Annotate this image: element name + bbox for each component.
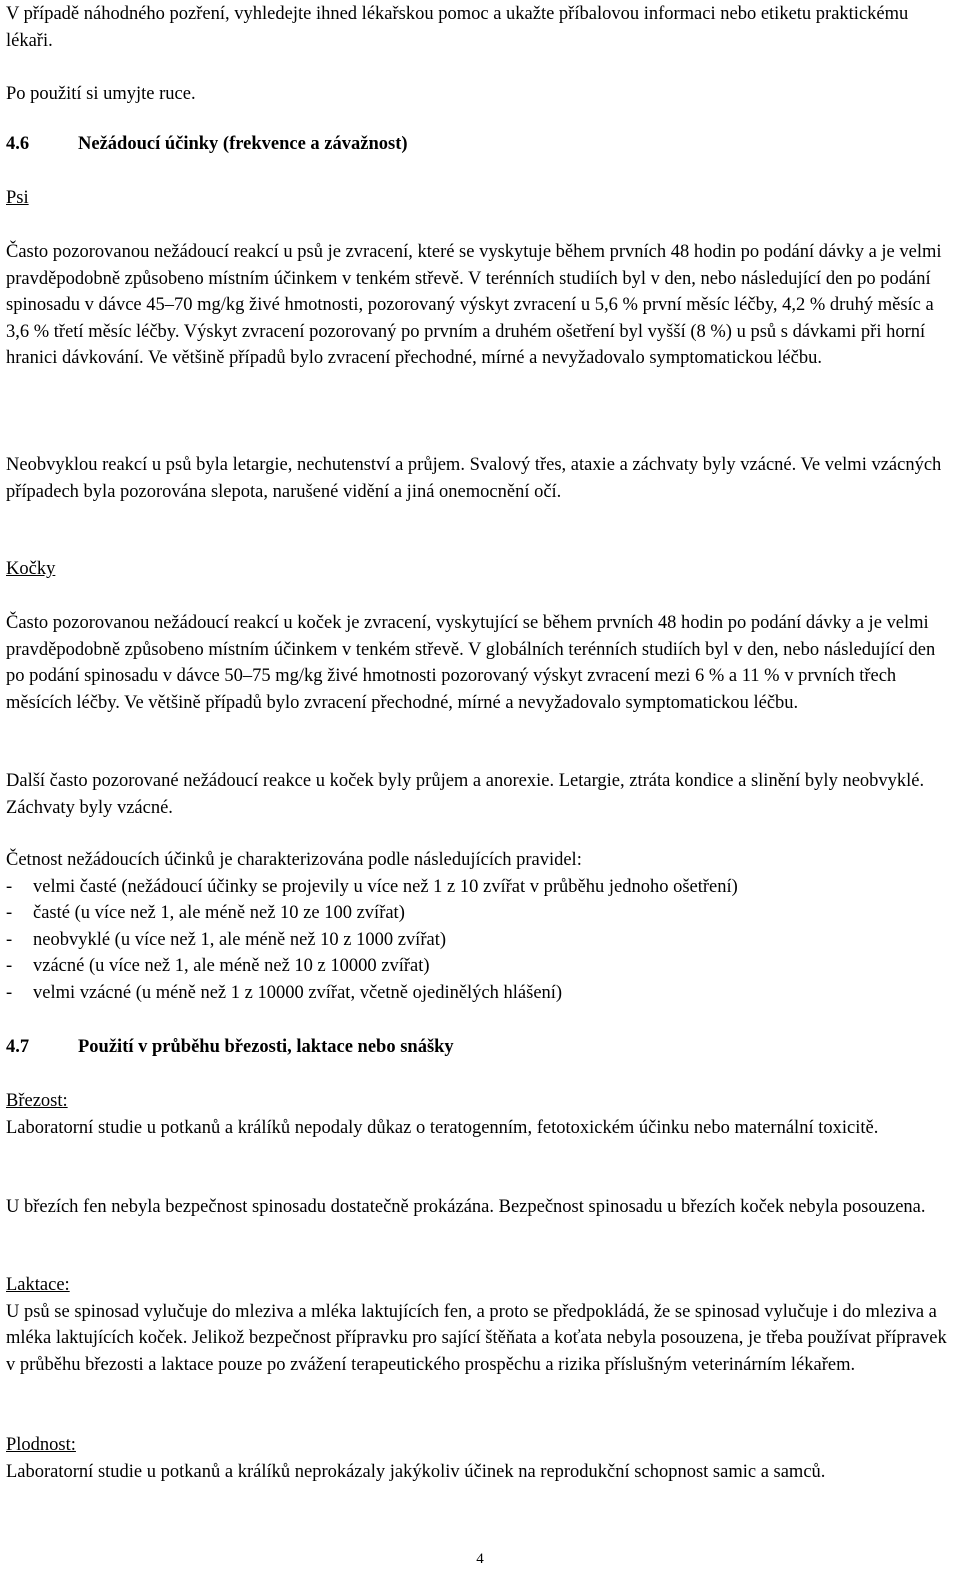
wash-hands-note: Po použití si umyjte ruce.: [6, 84, 196, 104]
pregnancy-paragraph-1: Laboratorní studie u potkanů a králíků nepodaly důkaz o teratogenním, fetotoxickém účinku nebo maternální toxicitě.: [6, 1117, 879, 1138]
section-title: Použití v průběhu březosti, laktace nebo snášky: [78, 1037, 454, 1057]
section-number: 4.6: [6, 134, 30, 154]
ingestion-warning: V případě náhodného pozření, vyhledejte ihned lékařskou pomoc a ukažte příbalovou informaci nebo etiketu praktickému lékaři.: [6, 4, 909, 51]
section-4-6-heading: [6, 131, 948, 158]
section-number: 4.7: [6, 1037, 30, 1057]
list-item: - časté (u více než 1, ale méně než 10 ze 100 zvířat): [6, 903, 405, 923]
fertility-subheading: Plodnost:: [6, 1435, 76, 1455]
dogs-paragraph-1: Často pozorovanou nežádoucí reakcí u psů je zvracení, které se vyskytuje během prvních 48 hodin po podání dávky a je velmi pravděpodobně způsobeno místním účinkem v tenkém střevě. V terénních studiích byl v den, nebo následující den po podání spinosadu v dávce 45–70 mg/kg živé hmotnosti, pozorovaný výskyt zvracení u 5,6 % první měsíc léčby, 4,2 % druhý měsíc a 3,6 % třetí měsíc léčby. Výskyt zvracení pozorovaný po prvním a druhém ošetření byl vyšší (8 %) u psů s dávkami při horní hranici dávkování. Ve většině případů bylo zvracení přechodné, mírné a nevyžadovalo symptomatickou léčbu.: [6, 242, 942, 368]
dogs-subheading: Psi: [6, 188, 29, 208]
list-item: - neobvyklé (u více než 1, ale méně než 10 z 1000 zvířat): [6, 929, 446, 950]
list-item: - vzácné (u více než 1, ale méně než 10 z 10000 zvířat): [6, 956, 430, 976]
dogs-paragraph-2: Neobvyklou reakcí u psů byla letargie, nechutenství a průjem. Svalový třes, ataxie a záchvaty byly vzácné. Ve velmi vzácných případech byla pozorována slepota, narušené vidění a jiná onemocnění očí.: [6, 455, 942, 502]
intro-block: [6, 1, 948, 108]
lactation-block: [6, 1272, 948, 1378]
fertility-paragraph: Laboratorní studie u potkanů a králíků neprokázaly jakýkoliv účinek na reprodukční schopnost samic a samců.: [6, 1461, 826, 1482]
cats-paragraph-1: Často pozorovanou nežádoucí reakcí u koček je zvracení, vyskytující se během prvních 48 hodin po podání dávky a je velmi pravděpodobně způsobeno místním účinkem v tenkém střevě. V globálních terénních studiích byl v den, nebo následující den po podání spinosadu v dávce 50–75 mg/kg živé hmotnosti pozorovaný výskyt zvracení mezi 6 % a 11 % v prvních třech měsících léčby. Ve většině případů bylo zvracení přechodné, mírné a nevyžadovalo symptomatickou léčbu.: [6, 613, 936, 713]
frequency-block: [6, 847, 948, 1006]
lactation-paragraph: U psů se spinosad vylučuje do mleziva a mléka laktujících fen, a proto se předpokládá, že se spinosad vylučuje i do mleziva a mléka laktujících koček. Jelikož bezpečnost přípravku pro sající štěňata a koťata nebyla posouzena, je třeba používat přípravek v průběhu březosti a laktace pouze po zvážení terapeutického prospěchu a rizika příslušným veterinárním lékařem.: [6, 1301, 947, 1375]
lactation-subheading: Laktace:: [6, 1275, 70, 1295]
pregnancy-subheading: Březost:: [6, 1091, 68, 1111]
section-title: Nežádoucí účinky (frekvence a závažnost): [78, 134, 408, 154]
list-item: - velmi vzácné (u méně než 1 z 10000 zvířat, včetně ojedinělých hlášení): [6, 982, 563, 1003]
pregnancy-block: [6, 1088, 948, 1141]
cats-subheading: Kočky: [6, 559, 56, 579]
pregnancy-paragraph-2: U březích fen nebyla bezpečnost spinosadu dostatečně prokázána. Bezpečnost spinosadu u březích koček nebyla posouzena.: [6, 1197, 926, 1217]
fertility-block: [6, 1432, 948, 1485]
page-number: 4: [476, 1551, 484, 1567]
frequency-intro: Četnost nežádoucích účinků je charakterizována podle následujících pravidel:: [6, 850, 582, 870]
section-4-7-heading: [6, 1034, 948, 1061]
cats-paragraph-2: Další často pozorované nežádoucí reakce u koček byly průjem a anorexie. Letargie, ztráta kondice a slinění byly neobvyklé. Záchvaty byly vzácné.: [6, 771, 925, 818]
list-item: - velmi časté (nežádoucí účinky se projevily u více než 1 z 10 zvířat v průběhu jednoho ošetření): [6, 876, 738, 897]
